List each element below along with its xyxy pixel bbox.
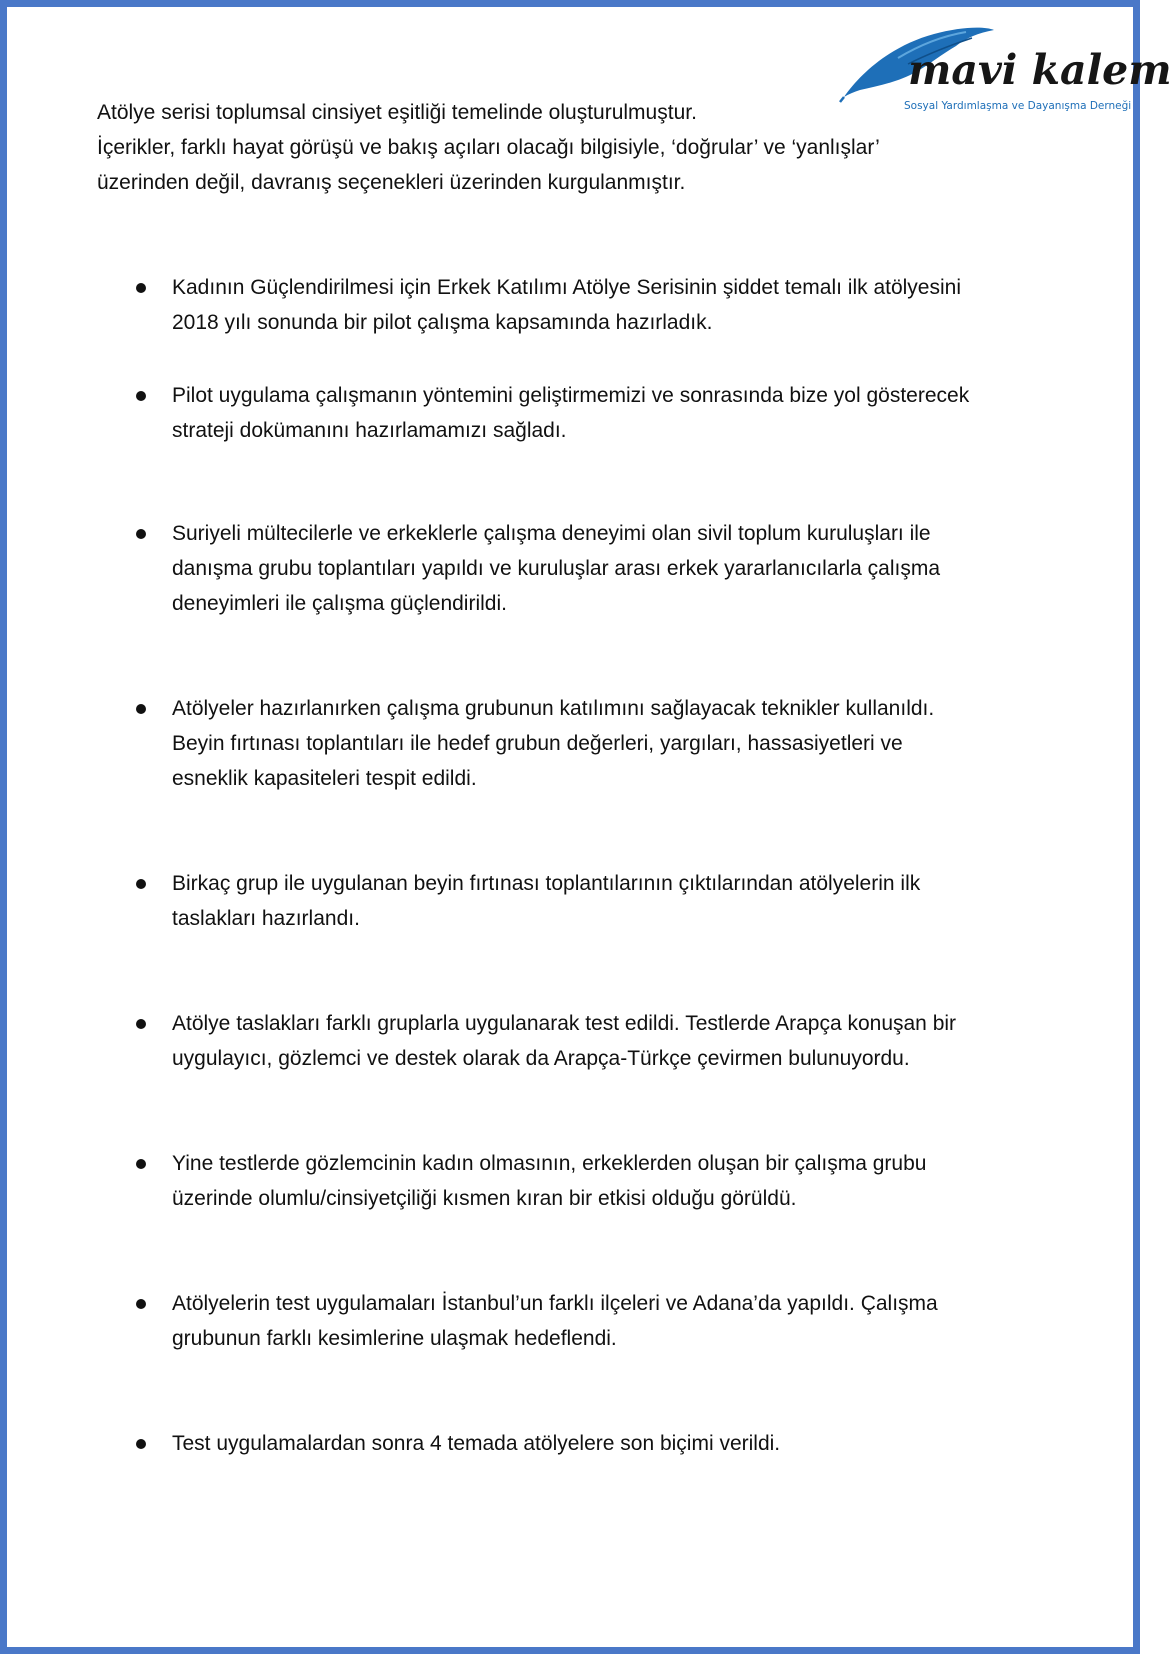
- bullet-text: [172, 270, 1052, 340]
- bullet-line: Pilot uygulama çalışmanın yöntemini geliştirmemizi ve sonrasında bize yol gösterecek: [172, 384, 970, 407]
- bullet-dot-icon: [136, 391, 146, 401]
- bullet-dot-icon: [136, 1159, 146, 1169]
- logo-wordmark: mavi kalem: [908, 46, 1172, 94]
- bullet-dot-icon: [136, 283, 146, 293]
- logo-tagline: Sosyal Yardımlaşma ve Dayanışma Derneği: [904, 100, 1132, 112]
- bullet-text: [172, 1426, 1052, 1461]
- bullet-dot-icon: [136, 879, 146, 889]
- bullet-line: deneyimleri ile çalışma güçlendirildi.: [172, 592, 507, 615]
- bullet-line: strateji dokümanını hazırlamamızı sağladı.: [172, 419, 567, 442]
- bullet-line: taslakları hazırlandı.: [172, 907, 360, 930]
- bullet-dot-icon: [136, 1439, 146, 1449]
- bullet-text: [172, 378, 1052, 448]
- bullet-line: Atölyeler hazırlanırken çalışma grubunun katılımını sağlayacak teknikler kullanıldı.: [172, 697, 935, 720]
- bullet-text: [172, 691, 1052, 796]
- bullet-line: Birkaç grup ile uygulanan beyin fırtınası toplantılarının çıktılarından atölyelerin ilk: [172, 872, 921, 895]
- bullet-text: [172, 1146, 1052, 1216]
- bullet-text: [172, 1006, 1052, 1076]
- bullet-line: Kadının Güçlendirilmesi için Erkek Katılımı Atölye Serisinin şiddet temalı ilk atölyesini: [172, 276, 961, 299]
- bullet-line: uygulayıcı, gözlemci ve destek olarak da Arapça-Türkçe çevirmen bulunuyordu.: [172, 1047, 910, 1070]
- bullet-line: esneklik kapasiteleri tespit edildi.: [172, 767, 477, 790]
- bullet-dot-icon: [136, 1019, 146, 1029]
- bullet-dot-icon: [136, 704, 146, 714]
- bullet-line: Atölyelerin test uygulamaları İstanbul’un farklı ilçeleri ve Adana’da yapıldı. Çalışma: [172, 1292, 938, 1315]
- bullet-line: Yine testlerde gözlemcinin kadın olmasının, erkeklerden oluşan bir çalışma grubu: [172, 1152, 927, 1175]
- intro-line: Atölye serisi toplumsal cinsiyet eşitliği temelinde oluşturulmuştur.: [97, 101, 697, 124]
- bullet-line: Test uygulamalardan sonra 4 temada atölyelere son biçimi verildi.: [172, 1432, 781, 1455]
- bullet-line: Atölye taslakları farklı gruplarla uygulanarak test edildi. Testlerde Arapça konuşan bir: [172, 1012, 957, 1035]
- bullet-line: 2018 yılı sonunda bir pilot çalışma kapsamında hazırladık.: [172, 311, 713, 334]
- bullet-text: [172, 866, 1052, 936]
- bullet-line: grubunun farklı kesimlerine ulaşmak hedeflendi.: [172, 1327, 617, 1350]
- intro-line: İçerikler, farklı hayat görüşü ve bakış açıları olacağı bilgisiyle, ‘doğrular’ ve ‘yanlışlar’: [97, 136, 880, 159]
- bullet-line: Beyin fırtınası toplantıları ile hedef grubun değerleri, yargıları, hassasiyetleri ve: [172, 732, 903, 755]
- intro-line: üzerinden değil, davranış seçenekleri üzerinden kurgulanmıştır.: [97, 171, 686, 194]
- bullet-line: Suriyeli mültecilerle ve erkeklerle çalışma deneyimi olan sivil toplum kuruluşları ile: [172, 522, 931, 545]
- bullet-text: [172, 1286, 1052, 1356]
- bullet-dot-icon: [136, 529, 146, 539]
- bullet-line: danışma grubu toplantıları yapıldı ve kuruluşlar arası erkek yararlanıcılarla çalışma: [172, 557, 941, 580]
- bullet-line: üzerinde olumlu/cinsiyetçiliği kısmen kıran bir etkisi olduğu görüldü.: [172, 1187, 797, 1210]
- bullet-dot-icon: [136, 1299, 146, 1309]
- intro-paragraph: [97, 95, 957, 200]
- bullet-text: [172, 516, 1052, 621]
